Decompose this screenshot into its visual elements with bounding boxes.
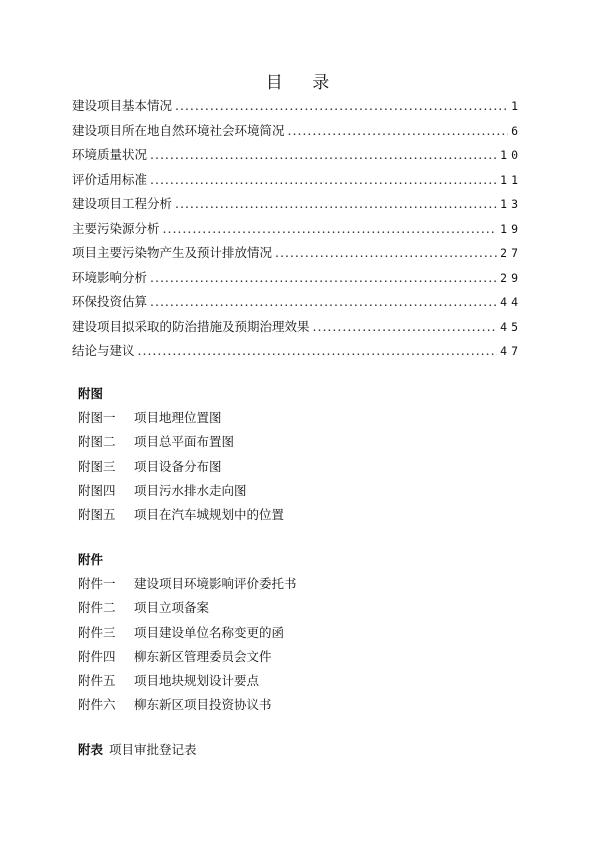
toc-entry-page: 11 bbox=[500, 172, 522, 187]
attachment-item-text: 项目立项备案 bbox=[134, 600, 210, 616]
attachment-item bbox=[78, 669, 518, 693]
toc-entry-page: 6 bbox=[511, 123, 522, 138]
attachment-item bbox=[78, 572, 518, 596]
figure-item-label: 附图二 bbox=[78, 434, 116, 450]
toc-entry bbox=[72, 96, 522, 121]
attachments-section bbox=[78, 548, 518, 718]
attachment-item-text: 项目地块规划设计要点 bbox=[134, 673, 260, 689]
toc-leader-dots bbox=[275, 245, 497, 260]
figure-item-label: 附图三 bbox=[78, 458, 116, 474]
toc-entry bbox=[72, 219, 522, 244]
figure-item-text: 项目地理位置图 bbox=[134, 410, 222, 425]
toc-leader-dots bbox=[175, 196, 497, 211]
toc-entry-label: 评价适用标准 bbox=[72, 171, 148, 187]
attachment-item-label: 附件一 bbox=[78, 576, 116, 591]
attachment-item bbox=[78, 645, 518, 669]
toc-leader-dots bbox=[175, 98, 508, 113]
attachment-item bbox=[78, 693, 518, 717]
figure-item-text: 项目设备分布图 bbox=[134, 458, 222, 474]
toc-entry-label: 主要污染源分析 bbox=[72, 220, 160, 236]
toc-entry-page: 1 bbox=[511, 99, 522, 113]
attachment-item-text: 柳东新区管理委员会文件 bbox=[134, 648, 272, 664]
page-title: 目 录 bbox=[265, 73, 342, 93]
toc-entry-page: 44 bbox=[500, 295, 522, 309]
figure-item-label: 附图五 bbox=[78, 507, 116, 523]
figure-item bbox=[78, 406, 518, 430]
schedule-line bbox=[78, 740, 197, 758]
toc-entry-label: 建设项目拟采取的防治措施及预期治理效果 bbox=[72, 318, 310, 334]
figure-item bbox=[78, 430, 518, 454]
figure-item-text: 项目总平面布置图 bbox=[134, 434, 235, 450]
toc-entry bbox=[72, 121, 522, 146]
toc-entry bbox=[72, 268, 522, 293]
toc-entry-label: 建设项目所在地自然环境社会环境简况 bbox=[72, 122, 285, 138]
figures-section bbox=[78, 382, 518, 527]
toc-leader-dots bbox=[313, 319, 498, 334]
figures-list bbox=[78, 406, 518, 527]
toc-entry-page: 47 bbox=[500, 344, 522, 358]
schedule-heading: 附表 bbox=[78, 742, 104, 757]
toc-entry-label: 项目主要污染物产生及预计排放情况 bbox=[72, 245, 273, 260]
figure-item bbox=[78, 455, 518, 479]
attachment-item-label: 附件二 bbox=[78, 600, 116, 616]
toc-entry-page: 45 bbox=[500, 319, 522, 334]
toc-leader-dots bbox=[163, 221, 498, 236]
toc-leader-dots bbox=[150, 172, 497, 187]
figure-item bbox=[78, 479, 518, 503]
toc-entry-page: 19 bbox=[500, 221, 522, 236]
toc-leader-dots bbox=[150, 270, 497, 285]
toc-entry-page: 27 bbox=[500, 246, 522, 260]
attachments-heading: 附件 bbox=[78, 552, 104, 567]
attachment-item bbox=[78, 596, 518, 620]
toc-entry bbox=[72, 145, 522, 170]
figure-item-text: 项目在汽车城规划中的位置 bbox=[134, 507, 285, 523]
toc-entry-label: 环境质量状况 bbox=[72, 147, 148, 162]
attachment-item-label: 附件五 bbox=[78, 673, 116, 689]
attachments-list bbox=[78, 572, 518, 718]
figure-item bbox=[78, 503, 518, 527]
attachment-item-text: 项目建设单位名称变更的函 bbox=[134, 624, 285, 640]
toc-entry-label: 结论与建议 bbox=[72, 343, 135, 358]
toc-entry bbox=[72, 243, 522, 268]
attachment-item-text: 柳东新区项目投资协议书 bbox=[134, 697, 272, 713]
toc-entry-label: 环境影响分析 bbox=[72, 269, 148, 285]
toc-entry bbox=[72, 170, 522, 195]
attachment-item-label: 附件四 bbox=[78, 648, 116, 664]
toc-entry bbox=[72, 341, 522, 366]
toc-entry bbox=[72, 317, 522, 342]
toc-entry-label: 建设项目基本情况 bbox=[72, 98, 173, 113]
toc-entry-label: 建设项目工程分析 bbox=[72, 196, 173, 211]
toc-entry-page: 13 bbox=[500, 197, 522, 211]
attachment-item-label: 附件三 bbox=[78, 624, 116, 640]
table-of-contents bbox=[72, 96, 522, 366]
attachment-item-label: 附件六 bbox=[78, 697, 116, 713]
figure-item-label: 附图一 bbox=[78, 410, 116, 425]
schedule-text: 项目审批登记表 bbox=[109, 742, 197, 757]
attachment-item bbox=[78, 621, 518, 645]
toc-leader-dots bbox=[138, 343, 498, 358]
toc-leader-dots bbox=[150, 294, 497, 309]
toc-entry-label: 环保投资估算 bbox=[72, 294, 148, 309]
toc-entry bbox=[72, 292, 522, 317]
figures-heading: 附图 bbox=[78, 386, 104, 401]
figure-item-text: 项目污水排水走向图 bbox=[134, 482, 247, 498]
toc-leader-dots bbox=[150, 147, 497, 162]
toc-entry-page: 29 bbox=[500, 270, 522, 285]
toc-entry bbox=[72, 194, 522, 219]
figure-item-label: 附图四 bbox=[78, 482, 116, 498]
attachment-item-text: 建设项目环境影响评价委托书 bbox=[134, 576, 297, 591]
toc-leader-dots bbox=[288, 123, 509, 138]
toc-entry-page: 10 bbox=[500, 148, 522, 162]
